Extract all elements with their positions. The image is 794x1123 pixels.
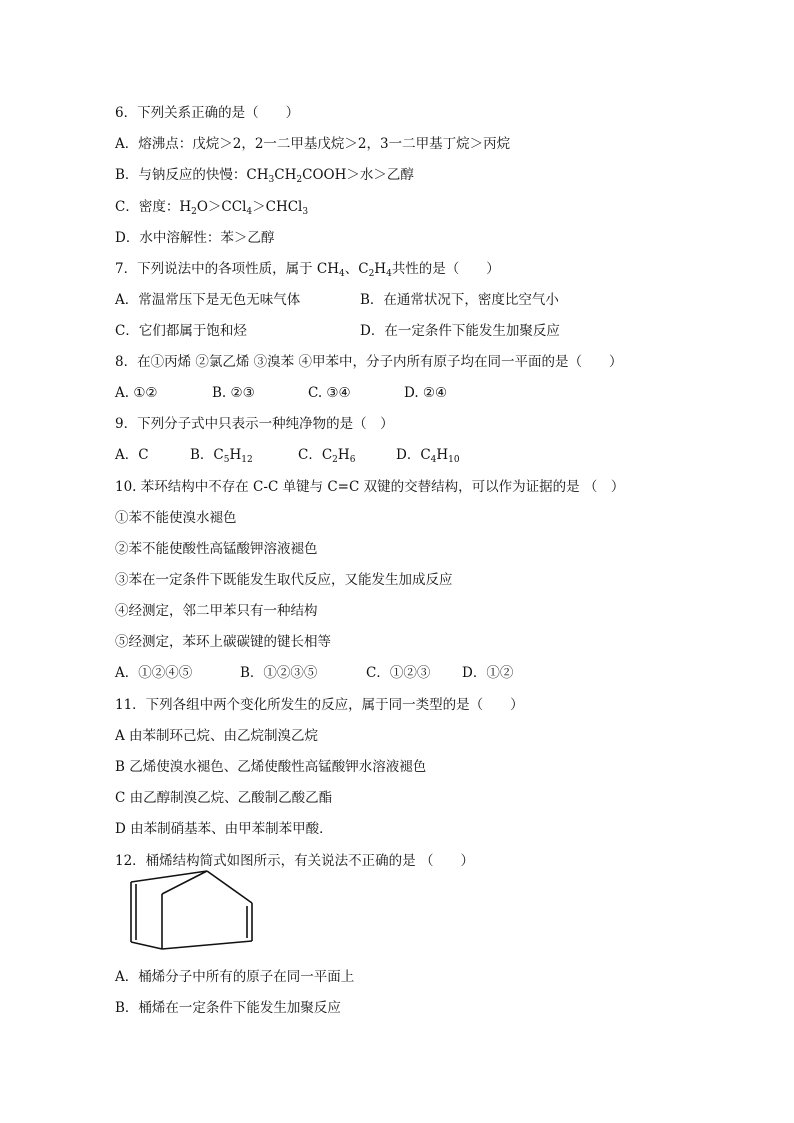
- q10-option-a: A．①②④⑤: [115, 665, 193, 681]
- q9-stem: 9．下列分子式中只表示一种纯净物的是（ ）: [115, 416, 394, 432]
- q9-d-sub: 4: [430, 455, 437, 465]
- q10-statement-5: ⑤经测定，苯环上碳碳键的键长相等: [115, 634, 331, 650]
- q6-stem: 6．下列关系正确的是（ ）: [115, 105, 300, 121]
- q7-stem-text: 共性的是（ ）: [391, 261, 500, 277]
- q9-c-sub: 2: [332, 455, 338, 465]
- q7-stem-text: 、C: [344, 261, 369, 277]
- q11-option-a: A 由苯制环己烷、由乙烷制溴乙烷: [115, 728, 319, 744]
- q10-stem: 10. 苯环结构中不存在 C-C 单键与 C=C 双键的交替结构，可以作为证据的是 （ ）: [115, 479, 625, 495]
- q9-c-text: C．C: [298, 447, 333, 463]
- bottom-right-bond: [162, 941, 252, 949]
- q10-option-d: D．①②: [462, 665, 514, 681]
- q8-option-a: A. ①②: [115, 385, 158, 401]
- q9-option-c: [298, 446, 355, 464]
- q10-option-c: C．①②③: [366, 665, 431, 681]
- q7-stem: [115, 260, 500, 278]
- q8-option-b: B. ②③: [212, 385, 255, 401]
- q6-c-sub: 2: [191, 207, 197, 217]
- q6-c-text: C．密度：H: [115, 199, 192, 215]
- q6-c-sub: 3: [302, 207, 309, 217]
- q9-d-sub: 10: [448, 455, 460, 465]
- q11-option-b: B 乙烯使溴水褪色、乙烯使酸性高锰酸钾水溶液褪色: [115, 759, 427, 775]
- q9-option-b: [190, 446, 253, 464]
- top-right-bond: [207, 871, 252, 903]
- q9-c-text: H: [337, 447, 350, 463]
- barrelene-structure: [122, 868, 262, 954]
- q11-stem: 11．下列各组中两个变化所发生的反应，属于同一类型的是（ ）: [115, 697, 524, 713]
- q7-stem-text: 7．下列说法中的各项性质，属于 CH: [115, 261, 339, 277]
- q12-stem: 12．桶烯结构简式如图所示，有关说法不正确的是 （ ）: [115, 853, 474, 869]
- q6-option-a: A．熔沸点：戊烷＞2，2一二甲基戊烷＞2，3一二甲基丁烷＞丙烷: [115, 136, 511, 152]
- q6-option-d: D．水中溶解性：苯＞乙醇: [115, 230, 275, 246]
- q6-b-text: B．与钠反应的快慢：CH: [115, 167, 269, 183]
- q8-stem: 8．在①丙烯 ②氯乙烯 ③溴苯 ④甲苯中，分子内所有原子均在同一平面的是（ ）: [115, 354, 623, 370]
- q8-option-d: D. ②④: [404, 385, 448, 401]
- q12-option-b: B．桶烯在一定条件下能发生加聚反应: [115, 1000, 341, 1016]
- q10-statement-4: ④经测定，邻二甲苯只有一种结构: [115, 603, 318, 619]
- q12-option-a: A．桶烯分子中所有的原子在同一平面上: [115, 969, 355, 985]
- q9-b-sub: 12: [241, 455, 253, 465]
- q7-option-b: B．在通常状况下，密度比空气小: [360, 292, 559, 308]
- q8-option-c: C. ③④: [308, 385, 351, 401]
- q10-statement-1: ①苯不能使溴水褪色: [115, 510, 237, 526]
- q6-b-sub: 2: [296, 175, 303, 185]
- q6-c-sub: 4: [246, 207, 253, 217]
- q10-statement-2: ②苯不能使酸性高锰酸钾溶液褪色: [115, 541, 318, 557]
- q6-option-b: [115, 166, 414, 184]
- q9-b-text: H: [229, 447, 242, 463]
- q11-option-d: D 由苯制硝基苯、由甲苯制苯甲酸．: [115, 821, 333, 837]
- q10-option-b: B．①②③⑤: [240, 665, 318, 681]
- q9-d-text: H: [436, 447, 449, 463]
- q7-option-a: A．常温常压下是无色无味气体: [115, 292, 301, 308]
- q6-b-sub: 3: [268, 175, 275, 185]
- q11-option-c: C 由乙醇制溴乙烷、乙酸制乙酸乙酯: [115, 790, 333, 806]
- q6-c-text: O＞CCl: [196, 199, 247, 215]
- q7-option-c: C．它们都属于饱和烃: [115, 323, 247, 339]
- bottom-left-bond: [131, 942, 162, 949]
- q6-c-text: ＞CHCl: [252, 199, 303, 215]
- q7-stem-sub: 2: [368, 269, 375, 279]
- q9-c-sub: 6: [349, 455, 356, 465]
- q9-b-text: B．C: [190, 447, 224, 463]
- q6-b-text: COOH＞水＞乙醇: [302, 167, 414, 183]
- q6-b-text: CH: [274, 167, 297, 183]
- q7-stem-sub: 4: [338, 269, 345, 279]
- q7-option-d: D．在一定条件下能发生加聚反应: [360, 323, 560, 339]
- q9-option-d: [396, 446, 460, 464]
- q10-statement-3: ③苯在一定条件下既能发生取代反应，又能发生加成反应: [115, 572, 453, 588]
- q9-d-text: D．C: [396, 447, 431, 463]
- q7-stem-sub: 4: [386, 269, 392, 279]
- q9-b-sub: 5: [223, 455, 230, 465]
- q6-option-c: [115, 198, 308, 216]
- q7-stem-text: H: [374, 261, 387, 277]
- q9-option-a: A．C: [115, 447, 149, 463]
